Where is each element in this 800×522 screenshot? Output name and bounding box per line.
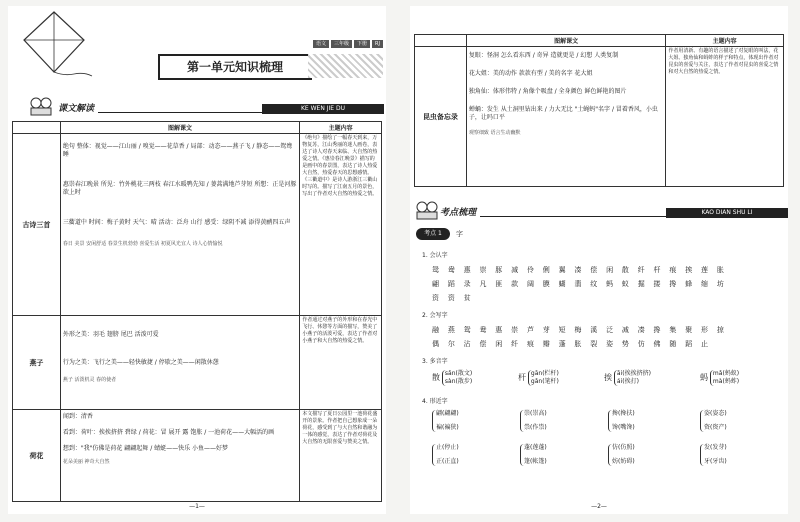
lesson-theme: 本文描写了夏日公园里一池荷花盛开的景象。作者把自己想象成一朵荷花，感受到了与大自然和谐融为一体的感觉，表达了作者对荷花及大自然的无限喜爱与赞美之情。 bbox=[300, 410, 382, 502]
header-tag: 三年级 bbox=[331, 40, 352, 48]
page-number: —2— bbox=[591, 503, 607, 510]
page-title: 第一单元知识梳理 bbox=[158, 54, 312, 80]
section-band bbox=[410, 206, 788, 220]
similar-pair: 姿(姿态) 资(资产) bbox=[700, 410, 727, 432]
lesson-diagram: 复眼：怪洞 怎么看东西 / 奇异 造就更是 / 幻想 人类复制 花大姐：美的动作 款款有型 / 美的名字 花大姐 独角仙：体形伟特 / 角像个吸盘 / 全身颜色 鲜色鲜艳的图片 蝉蛹：发生 从土洞里钻出来 / 力大无比 "土蝇蚂"名字 / 冒着香风，小虫子，让吗口平 观察细致 语言生动幽默 bbox=[466, 47, 665, 187]
similar-pair: 止(停止) 正(正直) bbox=[432, 444, 459, 466]
section-label: 考点梳理 bbox=[440, 208, 477, 218]
reading-kids-icon bbox=[28, 96, 54, 116]
similar-pair: 搀(搀扶) 馋(嘴馋) bbox=[608, 410, 635, 432]
lesson-diagram: 外形之美：羽毛 翅膀 尾巴 活泼可爱 行为之美：飞行之美——轻快敏捷 / 停歇之美——闲散休憩 燕子 活泼机灵 春的使者 bbox=[60, 316, 299, 410]
question-title: 4. 形近字 bbox=[422, 398, 448, 405]
page-1 bbox=[8, 6, 386, 514]
lesson-name: 燕子 bbox=[13, 316, 61, 410]
lesson-table bbox=[414, 34, 784, 187]
polyphone-group: 杆 gān(栏杆) gǎn(笔杆) bbox=[518, 370, 559, 385]
table-row bbox=[13, 410, 382, 502]
reading-kids-icon bbox=[414, 200, 440, 220]
polyphone-group: 挨 āi(挨挨挤挤) ái(挨打) bbox=[604, 370, 651, 385]
kite-illustration-icon bbox=[14, 10, 94, 80]
similar-pair: 翩(翩翩) 褊(褊狭) bbox=[432, 410, 459, 432]
lesson-diagram: 绝句 整体：视觉——江山丽 / 嗅觉——花草香 / 局部：动态——燕子飞 / 静态——鸳鸯睡 惠崇春江晚景 所见：竹外桃花三两枝 春江水暖鸭先知 / 蒌蒿满地芦芽短 所想：正是河豚欲上时 三衢道中 时间：梅子黄时 天气：晴 活动：泛舟 山行 感受：绿阴不减 添得黄鹂四五声 春日 美景 安闲舒适 春景生机勃勃 喜爱生活 初夏风光宜人 诗人心情愉悦 bbox=[60, 134, 299, 316]
char-row: 翩 蹈 录 凡 匪 款 阔 膜 蝴 翡 纹 蚂 蚁 掘 搂 搀 蜂 缩 坊 bbox=[432, 280, 728, 288]
polyphone-group: 蚂 mǎ(蚂蚁) mà(蚂蚱) bbox=[700, 370, 740, 385]
similar-pair: 发(发芽) 牙(牙齿) bbox=[700, 444, 727, 466]
question-title: 1. 会认字 bbox=[422, 252, 448, 259]
table-row bbox=[13, 316, 382, 410]
header-tag: RJ bbox=[372, 40, 383, 48]
kaodian-badge: 考点 1 bbox=[416, 228, 450, 240]
table-header: 图解课文 bbox=[466, 35, 665, 47]
lesson-table bbox=[12, 121, 382, 502]
char-row: 鸳 鸯 惠 崇 豚 减 伶 俐 翼 凑 偿 闲 散 纤 杆 痕 挨 莲 胀 bbox=[432, 266, 728, 274]
similar-pair: 蓬(莲蓬) 篷(帐篷) bbox=[520, 444, 547, 466]
lesson-name: 荷花 bbox=[13, 410, 61, 502]
similar-pair: 仿(仿照) 妨(妨碍) bbox=[608, 444, 635, 466]
section-band bbox=[28, 102, 384, 116]
header-tags bbox=[158, 40, 383, 48]
char-row: 资 资 贫 bbox=[432, 294, 474, 302]
lesson-diagram: 闻到：清香 看到：荷叶：挨挨挤挤 碧绿 / 荷花：冒 展开 露 饱胀 / 一池荷花——大幅活的画 想到："我"仿佛是荷花 翩翩起舞 / 蜻蜓——快乐 小鱼——好梦 花朵美丽 神奇大自然 bbox=[60, 410, 299, 502]
header-tag: 语文 bbox=[313, 40, 329, 48]
char-row: 融 燕 鸳 鸯 惠 崇 芦 芽 短 梅 溪 泛 减 凑 搀 集 聚 形 掠 bbox=[432, 326, 728, 334]
table-header: 主题内容 bbox=[666, 35, 784, 47]
table-row bbox=[415, 47, 784, 187]
lesson-name: 古诗三首 bbox=[13, 134, 61, 316]
header-tag: 下册 bbox=[354, 40, 370, 48]
section-latin: KE WEN JIE DU bbox=[262, 104, 384, 114]
page-number: —1— bbox=[189, 503, 205, 510]
similar-pair: 崇(崇高) 祟(作祟) bbox=[520, 410, 547, 432]
decorative-hatch bbox=[308, 54, 383, 78]
kaodian-title: 字 bbox=[456, 230, 463, 238]
table-header: 主题内容 bbox=[300, 122, 382, 134]
page-2 bbox=[410, 6, 788, 514]
section-label: 课文解读 bbox=[58, 104, 95, 114]
lesson-theme: 作者通过对燕子的外形和在春光中飞行、休憩等方面的描写，赞美了小燕子的活泼可爱，表达了作者对小燕子和大自然的热爱之情。 bbox=[300, 316, 382, 410]
section-latin: KAO DIAN SHU LI bbox=[666, 208, 788, 218]
polyphone-group: 散 sǎn(散文) sàn(散步) bbox=[432, 370, 473, 385]
table-row bbox=[13, 134, 382, 316]
char-row: 偶 尔 沾 偿 闲 纤 痕 瓣 蓬 胀 裂 姿 势 仿 佛 随 蹈 止 bbox=[432, 340, 712, 348]
question-title: 2. 会写字 bbox=[422, 312, 448, 319]
lesson-theme: 作者用清新、有趣的语言描述了对复眼的叫法，花大姐、独角仙和蚂蚱的样子和特点，体现出作者对昆虫的喜爱与关注，表达了作者对昆虫的喜爱之情和对大自然的热爱之情。 bbox=[666, 47, 784, 187]
lesson-name: 昆虫备忘录 bbox=[415, 47, 467, 187]
table-header: 图解课文 bbox=[60, 122, 299, 134]
lesson-theme: 《绝句》描绘了一幅春天到来，万物复苏，江山秀丽的迷人画卷，表达了诗人对春天来临、大自然的热爱之情。《惠崇春江晚景》描写的是画中的春景图，表达了诗人热爱大自然，热爱春天的思想感情。《三衢道中》是诗人游浙江三衢山时写的。描写了江南五月的景色，写出了作者对大自然的热爱之情。 bbox=[300, 134, 382, 316]
question-title: 3. 多音字 bbox=[422, 358, 448, 365]
